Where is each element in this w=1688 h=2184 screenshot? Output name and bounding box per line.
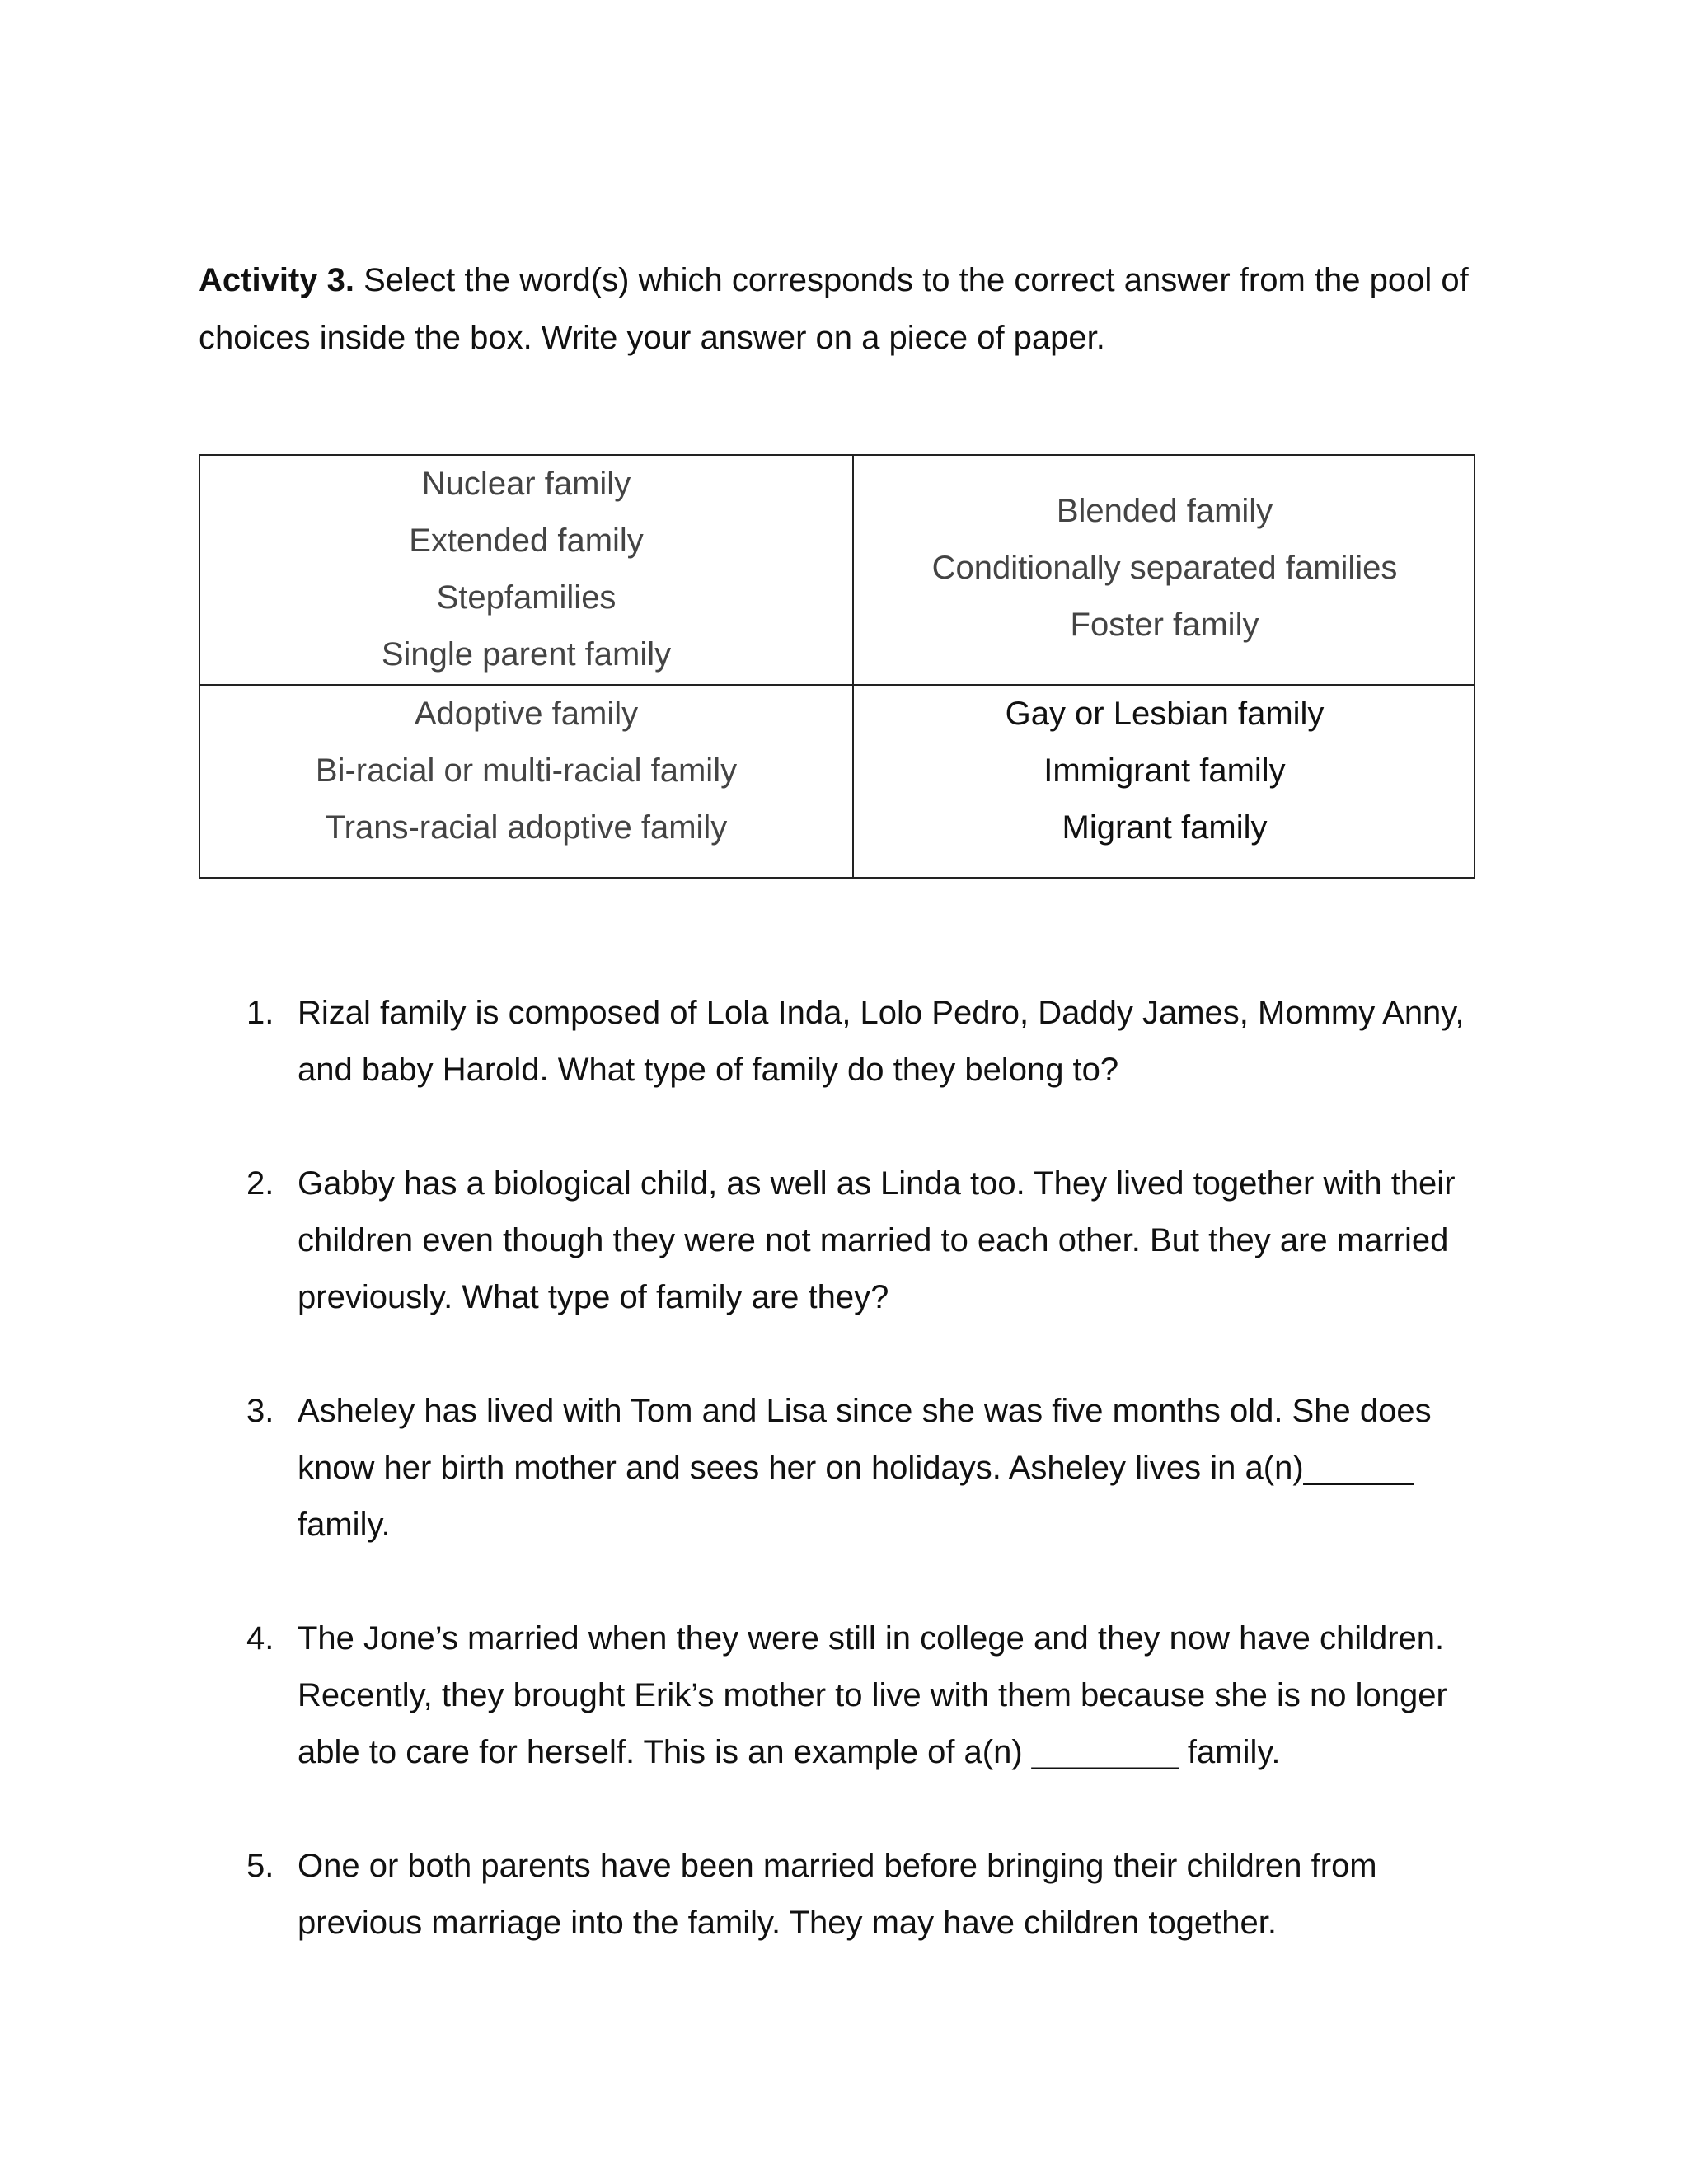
- question-text: Asheley has lived with Tom and Lisa since she was five months old. She does know her birth mother and sees her on holidays. Asheley lives in a(n)______ family.: [298, 1393, 1432, 1543]
- choices-cell-top-left: [200, 456, 852, 683]
- question-number: 3.: [246, 1393, 274, 1429]
- activity-instruction-text: Select the word(s) which corresponds to the correct answer from the pool of choices inside the box. Write your answer on a piece of paper.: [199, 262, 1469, 356]
- question-number: 5.: [246, 1848, 274, 1884]
- choice-item: Trans-racial adoptive family: [325, 809, 728, 846]
- activity-instructions: [199, 251, 1501, 367]
- choice-item: Foster family: [1070, 607, 1259, 643]
- question-number: 2.: [246, 1165, 274, 1202]
- question-item: [199, 1155, 1517, 1326]
- choice-item: Bi-racial or multi-racial family: [315, 752, 738, 789]
- question-text: The Jone’s married when they were still in college and they now have children. Recently, they brought Erik’s mother to live with them because she is no longer able to care for herself. This is an example of a(n) ________ family.: [298, 1620, 1447, 1770]
- choices-cell-bottom-left: [200, 686, 852, 856]
- choice-item: Single parent family: [381, 636, 672, 673]
- question-item: [199, 1610, 1517, 1781]
- question-item: [199, 1838, 1517, 1952]
- choice-item: Stepfamilies: [436, 579, 617, 616]
- question-text: One or both parents have been married before bringing their children from previous marriage into the family. They may have children together.: [298, 1848, 1377, 1941]
- choice-item: Extended family: [409, 523, 644, 559]
- question-number: 1.: [246, 995, 274, 1031]
- choice-item: Immigrant family: [1043, 752, 1286, 789]
- activity-label: Activity 3.: [199, 262, 354, 298]
- choices-cell-top-right: [854, 483, 1475, 654]
- choice-item: Blended family: [1056, 493, 1273, 529]
- question-list: [199, 985, 1517, 2008]
- choice-item: Nuclear family: [421, 466, 631, 502]
- choice-item: Gay or Lesbian family: [1005, 696, 1325, 732]
- question-text: Gabby has a biological child, as well as Linda too. They lived together with their children even though they were not married to each other. But they are married previously. What type of family are they?: [298, 1165, 1456, 1315]
- question-item: [199, 1383, 1517, 1554]
- choice-item: Migrant family: [1062, 809, 1268, 846]
- choice-item: Adoptive family: [414, 696, 639, 732]
- question-number: 4.: [246, 1620, 274, 1657]
- choices-cell-bottom-right: [854, 686, 1475, 856]
- choice-item: Conditionally separated families: [931, 550, 1398, 586]
- question-text: Rizal family is composed of Lola Inda, Lolo Pedro, Daddy James, Mommy Anny, and baby Harold. What type of family do they belong to?: [298, 995, 1465, 1088]
- choices-box: [199, 454, 1475, 879]
- question-item: [199, 985, 1517, 1099]
